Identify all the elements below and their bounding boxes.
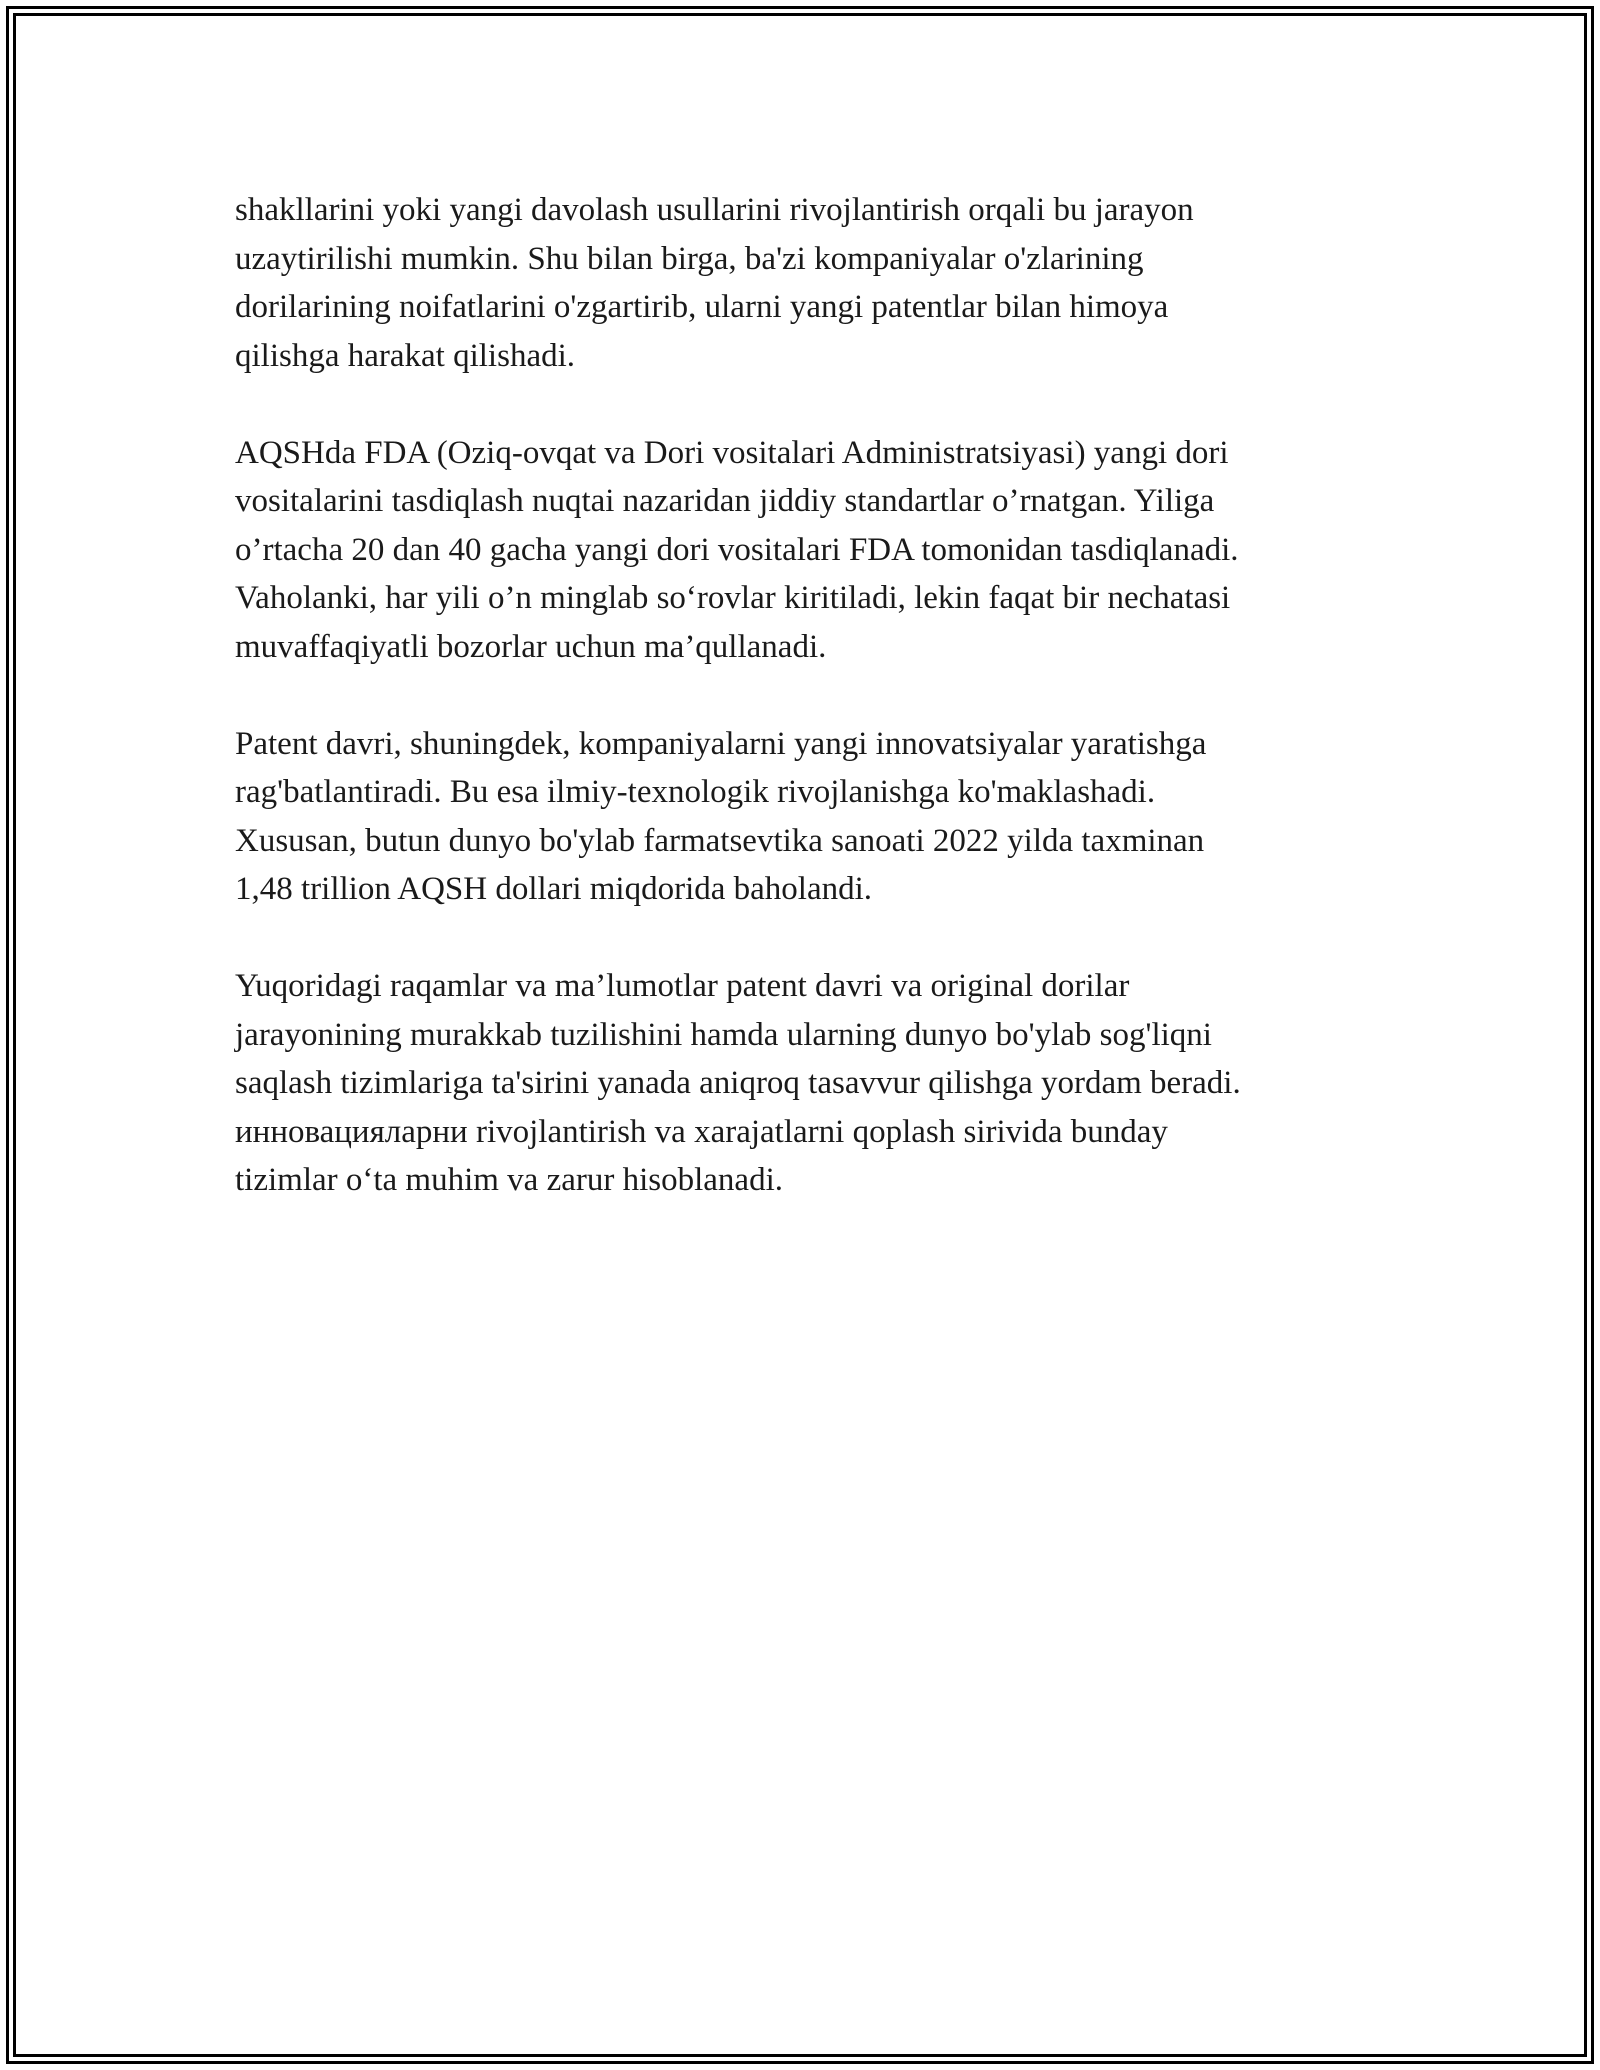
text-line: dorilarining noifatlarini o'zgartirib, ularni yangi patentlar bilan himoya xyxy=(235,289,1169,325)
text-line: Yuqoridagi raqamlar va ma’lumotlar patent davri va original dorilar xyxy=(235,968,1130,1004)
paragraph-1 xyxy=(235,186,1375,380)
text-line: uzaytirilishi mumkin. Shu bilan birga, ba'zi kompaniyalar o'zlarining xyxy=(235,240,1144,277)
text-line: shakllarini yoki yangi davolash usullarini rivojlantirish orqali bu jarayon xyxy=(235,192,1194,228)
text-line: muvaffaqiyatli bozorlar uchun ma’qullanadi. xyxy=(235,628,827,665)
text-line: AQSHda FDA (Oziq-ovqat va Dori vositalari Administratsiyasi) yangi dori xyxy=(235,434,1229,471)
text-line: Xususan, butun dunyo bo'ylab farmatsevtika sanoati 2022 yilda taxminan xyxy=(235,822,1205,859)
text-line: o’rtacha 20 dan 40 gacha yangi dori vositalari FDA tomonidan tasdiqlanadi. xyxy=(235,531,1239,568)
text-line: vositalarini tasdiqlash nuqtai nazaridan jiddiy standartlar o’rnatgan. Yiliga xyxy=(235,483,1215,519)
paragraph-4 xyxy=(235,962,1375,1205)
document-body xyxy=(235,186,1375,1253)
text-line: qilishga harakat qilishadi. xyxy=(235,337,576,374)
text-line: Patent davri, shuningdek, kompaniyalarni yangi innovatsiyalar yaratishga xyxy=(235,725,1207,762)
text-line: Vaholanki, har yili o’n minglab so‘rovlar kiritiladi, lekin faqat bir nechatasi xyxy=(235,580,1231,616)
text-line: 1,48 trillion AQSH dollari miqdorida baholandi. xyxy=(235,871,873,907)
text-line: tizimlar o‘ta muhim va zarur hisoblanadi. xyxy=(235,1162,783,1198)
text-line: rag'batlantiradi. Bu esa ilmiy-texnologik rivojlanishga ko'maklashadi. xyxy=(235,774,1156,810)
paragraph-2 xyxy=(235,429,1375,672)
text-line: jarayonining murakkab tuzilishini hamda ularning dunyo bo'ylab sog'liqni xyxy=(235,1016,1212,1053)
paragraph-3 xyxy=(235,720,1375,914)
text-line: инновацияларни rivojlantirish va xarajatlarni qoplash sirivida bunday xyxy=(235,1113,1168,1150)
text-line: saqlash tizimlariga ta'sirini yanada aniqroq tasavvur qilishga yordam beradi. xyxy=(235,1065,1241,1101)
